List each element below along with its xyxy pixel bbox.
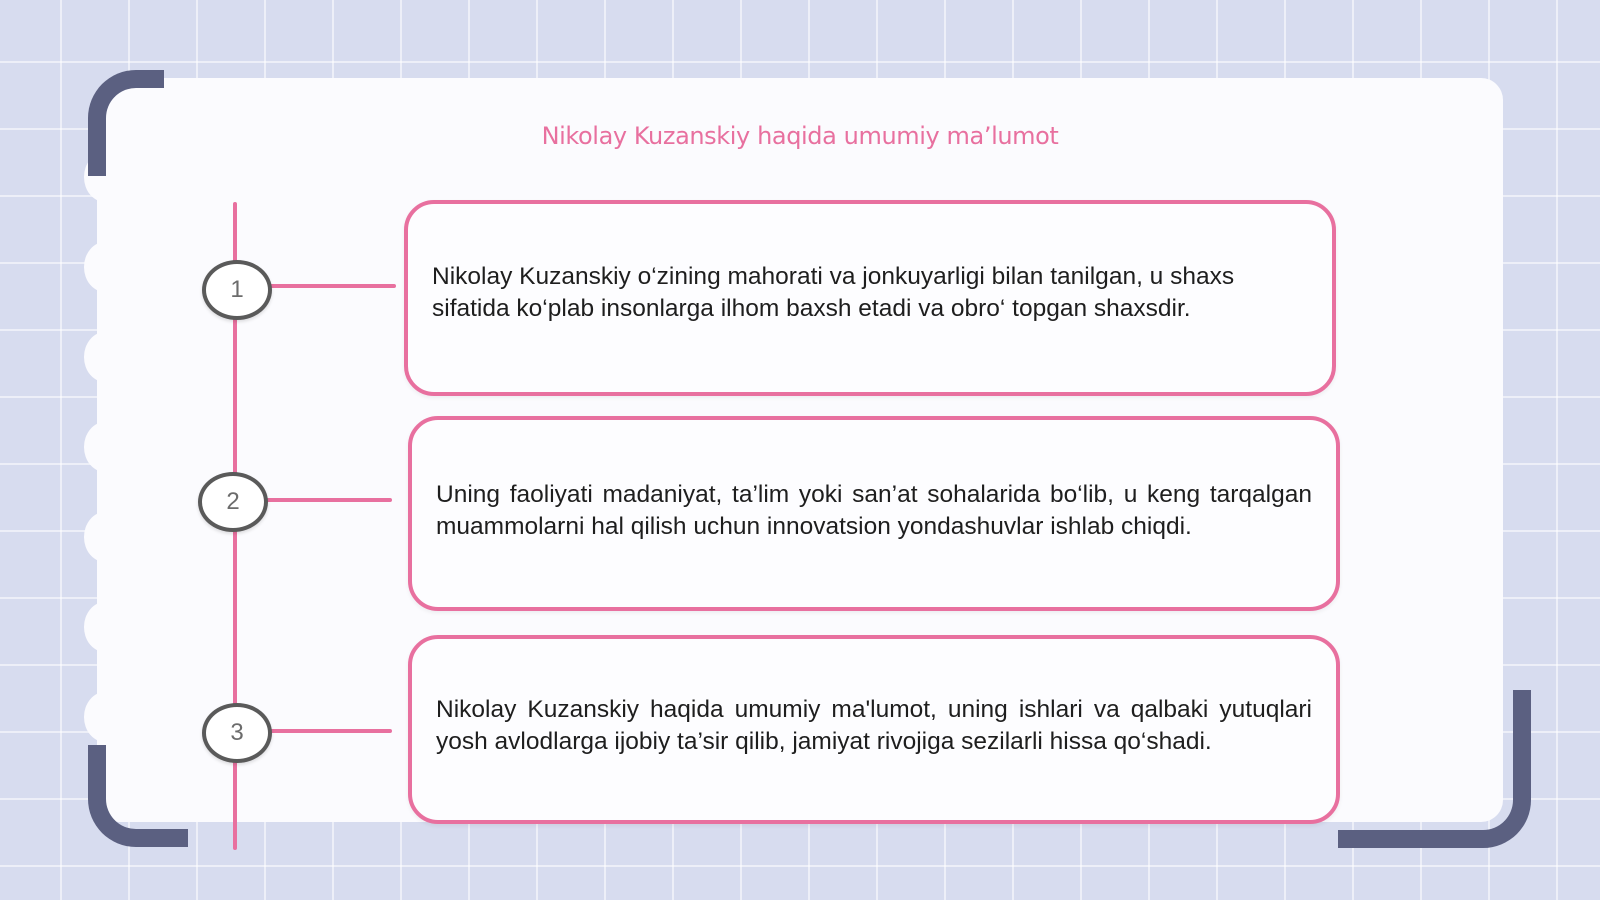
info-card-1 xyxy=(404,200,1336,396)
step-number-2: 2 xyxy=(198,472,268,532)
scallop-decoration xyxy=(84,422,126,472)
info-card-3-text: Nikolay Kuzanskiy haqida umumiy ma'lumot, uning ishlari va qalbaki yutuqlari yosh avlodlarga ijobiy ta’sir qilib, jamiyat rivojiga sezilarli hissa qo‘shadi. xyxy=(436,695,1312,755)
info-card-1-text: Nikolay Kuzanskiy o‘zining mahorati va jonkuyarligi bilan tanilgan, u shaxs sifatida ko‘plab insonlarga ilhom baxsh etadi va obro‘ topgan shaxsdir. xyxy=(432,263,1235,322)
corner-bracket-bottom-right xyxy=(1338,690,1531,848)
scallop-decoration xyxy=(84,242,126,292)
connector-line-2 xyxy=(264,498,392,502)
info-card-2 xyxy=(408,416,1340,611)
corner-bracket-bottom-left xyxy=(88,745,188,847)
scallop-decoration xyxy=(84,602,126,652)
step-number-1: 1 xyxy=(202,260,272,320)
scallop-decoration xyxy=(84,332,126,382)
slide-title: Nikolay Kuzanskiy haqida umumiy ma’lumot xyxy=(541,122,1059,150)
connector-line-1 xyxy=(268,284,396,288)
scallop-decoration xyxy=(84,512,126,562)
step-number-3: 3 xyxy=(202,703,272,763)
connector-line-3 xyxy=(268,729,392,733)
info-card-2-text: Uning faoliyati madaniyat, ta’lim yoki san’at sohalarida bo‘lib, u keng tarqalgan muammolarni hal qilish uchun innovatsion yondashuvlar ishlab chiqdi. xyxy=(436,480,1312,540)
scallop-decoration xyxy=(84,692,126,742)
info-card-3 xyxy=(408,635,1340,824)
